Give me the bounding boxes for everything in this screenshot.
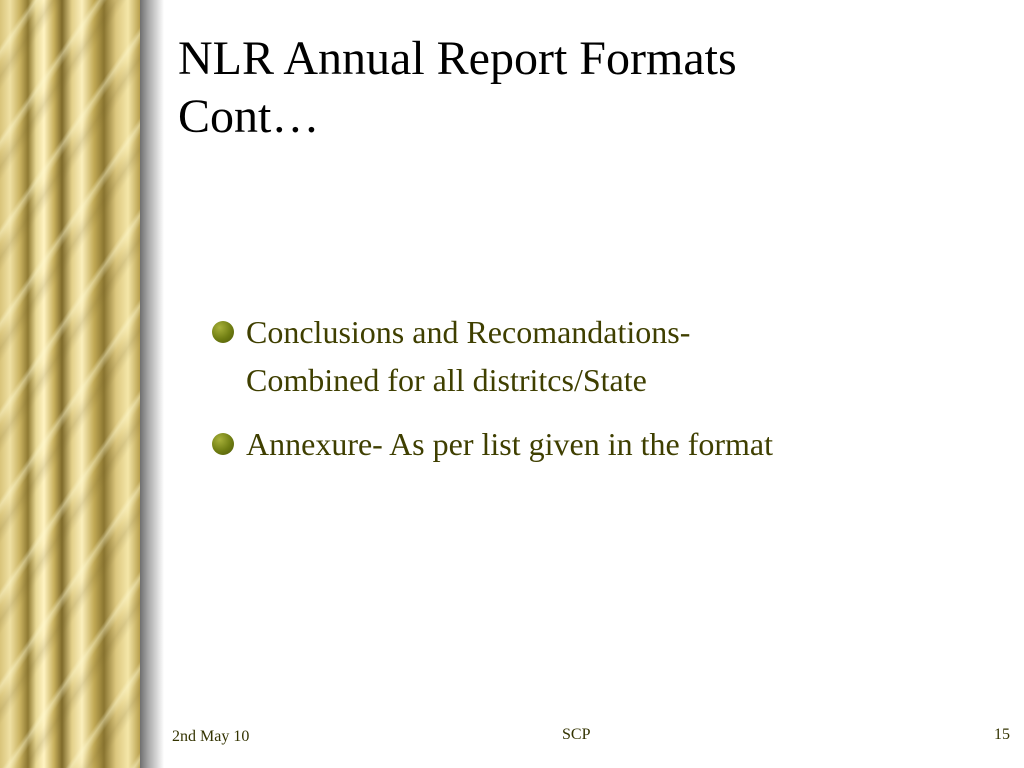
bullet-text-line: Conclusions and Recomandations- bbox=[246, 314, 691, 350]
slide-title bbox=[178, 30, 978, 146]
decorative-gold-column bbox=[0, 0, 140, 768]
bullet-text-line: Combined for all distritcs/State bbox=[246, 362, 647, 398]
title-line-1: NLR Annual Report Formats bbox=[178, 32, 737, 85]
footer-date: 2nd May 10 bbox=[172, 728, 250, 745]
bullet-dot-icon bbox=[212, 433, 234, 455]
footer-label: SCP bbox=[562, 726, 591, 743]
bullet-item bbox=[212, 420, 972, 468]
bullet-dot-icon bbox=[212, 321, 234, 343]
title-line-2: Cont… bbox=[178, 90, 320, 143]
bullet-text-line: Annexure- As per list given in the format bbox=[246, 426, 773, 462]
slide-number: 15 bbox=[994, 726, 1010, 743]
bullet-item bbox=[212, 308, 972, 404]
bullet-list bbox=[212, 308, 972, 484]
column-shadow bbox=[140, 0, 164, 768]
